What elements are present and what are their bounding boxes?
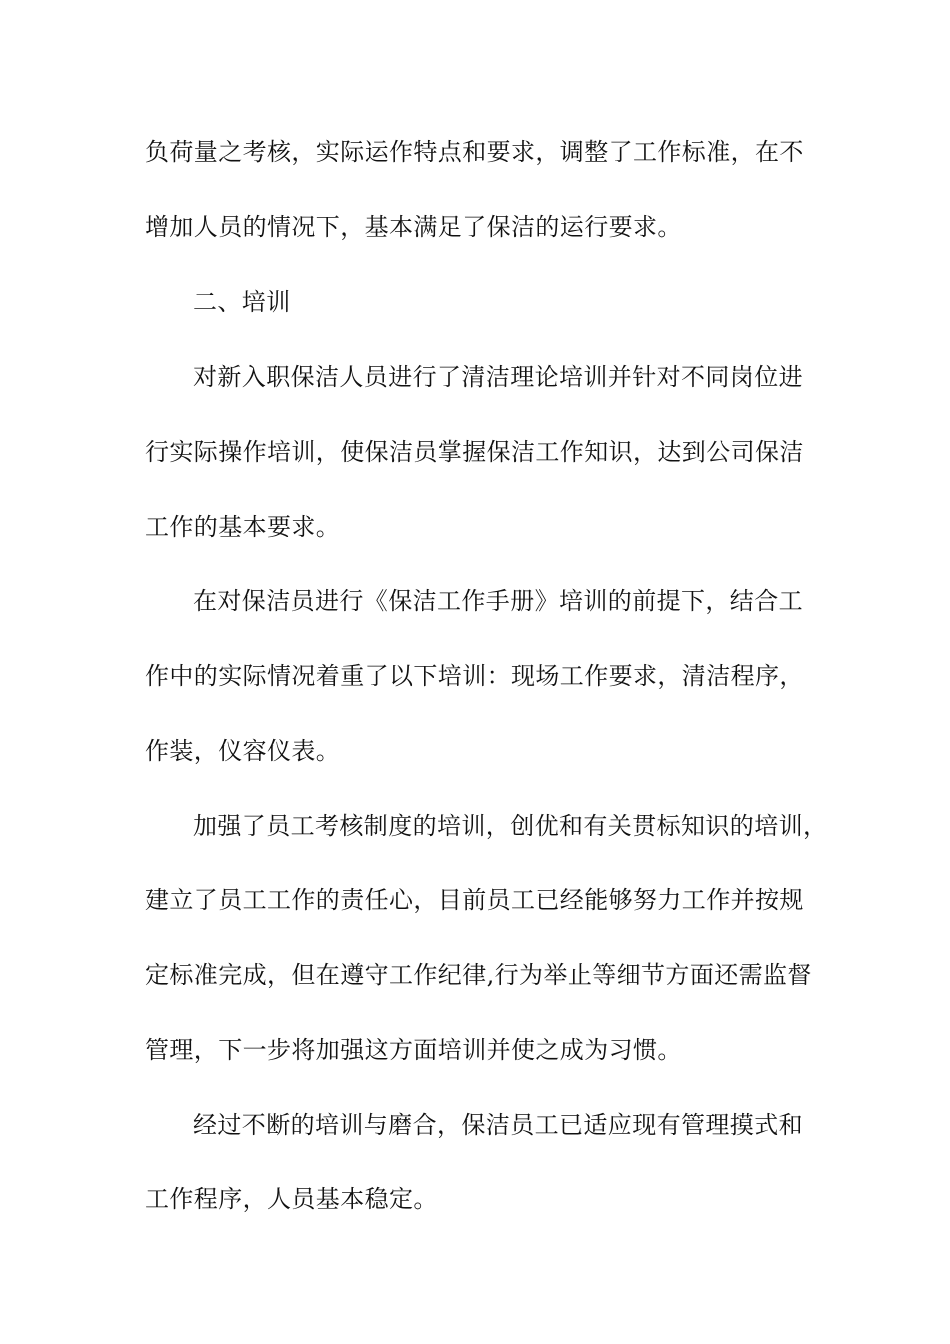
text-line: 经过不断的培训与磨合，保洁员工已适应现有管理摸式和	[193, 1111, 803, 1139]
section-heading: 二、培训	[193, 288, 291, 316]
text-line: 负荷量之考核，实际运作特点和要求，调整了工作标准，在不	[145, 138, 804, 166]
text-line: 增加人员的情况下，基本满足了保洁的运行要求。	[145, 213, 682, 241]
text-line: 对新入职保洁人员进行了清洁理论培训并针对不同岗位进	[193, 363, 803, 391]
text-line: 在对保洁员进行《保洁工作手册》培训的前提下，结合工	[193, 587, 803, 615]
text-line: 管理，下一步将加强这方面培训并使之成为习惯。	[145, 1036, 682, 1064]
text-line: 工作的基本要求。	[145, 513, 341, 541]
text-line: 定标准完成，但在遵守工作纪律,行为举止等细节方面还需监督	[145, 961, 812, 989]
text-line: 建立了员工工作的责任心，目前员工已经能够努力工作并按规	[145, 886, 804, 914]
text-line: 加强了员工考核制度的培训，创优和有关贯标知识的培训，	[193, 812, 828, 840]
text-line: 作中的实际情况着重了以下培训：现场工作要求，清洁程序，	[145, 662, 804, 690]
text-line: 作装，仪容仪表。	[145, 737, 341, 765]
text-line: 行实际操作培训，使保洁员掌握保洁工作知识，达到公司保洁	[145, 438, 804, 466]
text-line: 工作程序，人员基本稳定。	[145, 1185, 438, 1213]
